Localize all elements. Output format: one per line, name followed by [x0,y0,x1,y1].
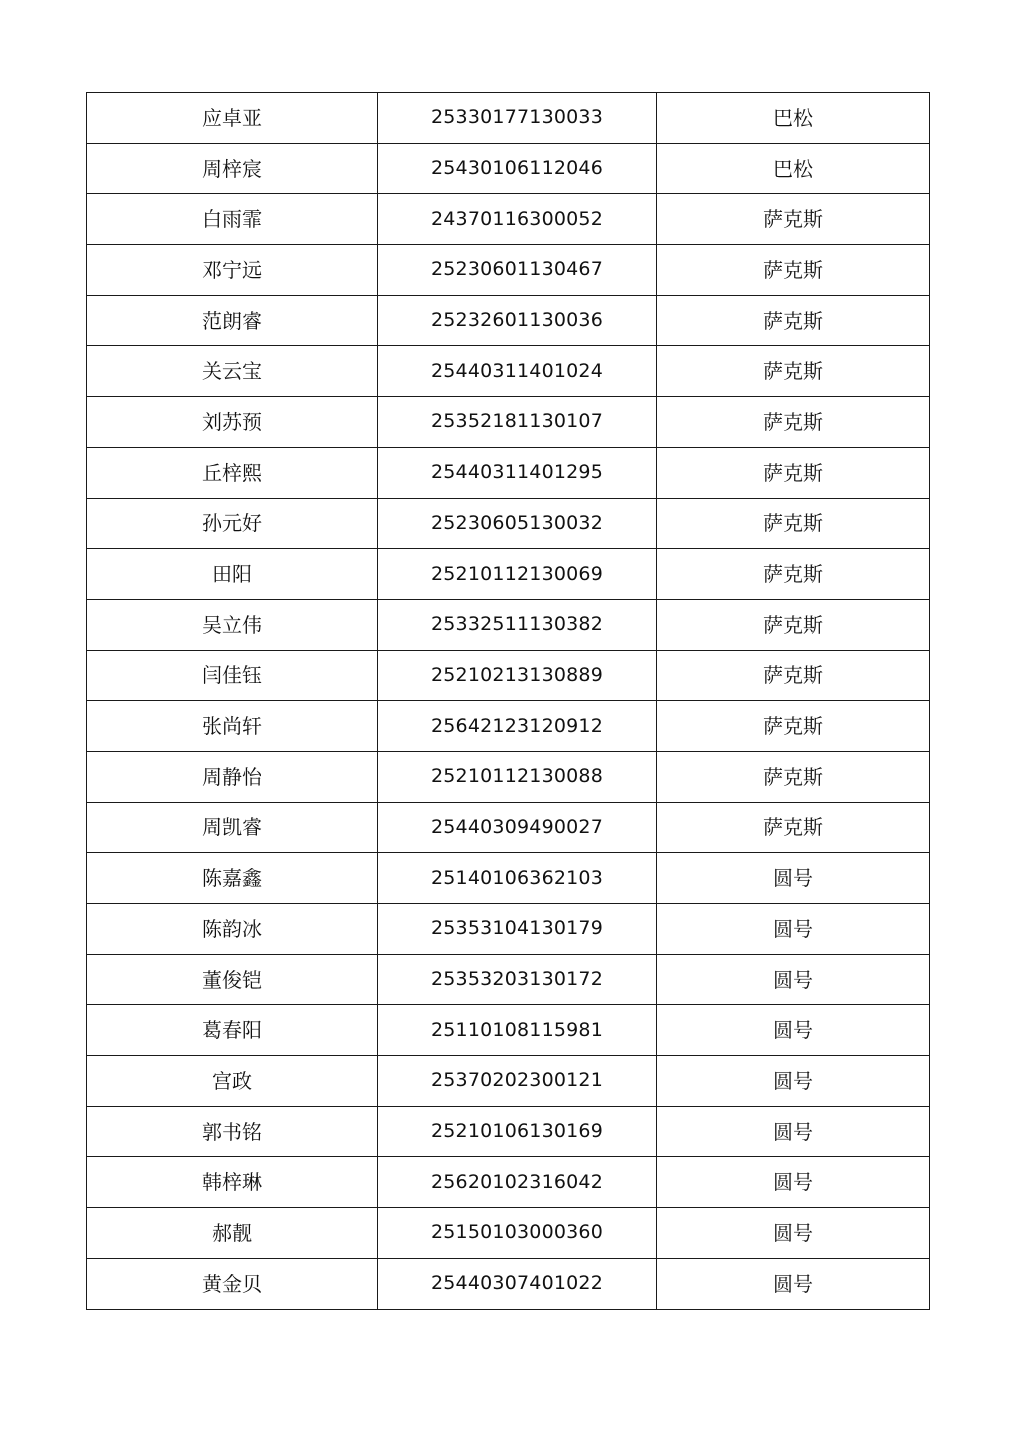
table-row [87,802,930,853]
table-row [87,1106,930,1157]
instrument-cell: 圆号 [657,1258,930,1309]
id-cell: 25440311401295 [378,447,657,498]
instrument-cell: 萨克斯 [657,701,930,752]
table-row [87,904,930,955]
table-row [87,346,930,397]
instrument-cell: 萨克斯 [657,295,930,346]
name-cell: 丘梓熙 [87,447,378,498]
id-cell: 25440311401024 [378,346,657,397]
id-cell: 25110108115981 [378,1005,657,1056]
instrument-cell: 巴松 [657,143,930,194]
name-cell: 范朗睿 [87,295,378,346]
name-cell: 刘苏预 [87,397,378,448]
name-cell: 张尚轩 [87,701,378,752]
table-row [87,397,930,448]
instrument-cell: 萨克斯 [657,245,930,296]
name-cell: 郝靓 [87,1208,378,1259]
instrument-cell: 圆号 [657,954,930,1005]
id-cell: 25430106112046 [378,143,657,194]
name-cell: 白雨霏 [87,194,378,245]
instrument-cell: 萨克斯 [657,397,930,448]
name-cell: 应卓亚 [87,93,378,144]
id-cell: 25232601130036 [378,295,657,346]
instrument-cell: 萨克斯 [657,447,930,498]
table-row [87,650,930,701]
instrument-cell: 萨克斯 [657,599,930,650]
table-row [87,954,930,1005]
instrument-cell: 萨克斯 [657,751,930,802]
id-cell: 25353104130179 [378,904,657,955]
instrument-cell: 萨克斯 [657,194,930,245]
instrument-cell: 萨克斯 [657,346,930,397]
id-cell: 25210106130169 [378,1106,657,1157]
instrument-cell: 圆号 [657,904,930,955]
name-cell: 周凯睿 [87,802,378,853]
table-row [87,143,930,194]
table-row [87,751,930,802]
table-row [87,1056,930,1107]
id-cell: 25210112130088 [378,751,657,802]
instrument-cell: 圆号 [657,1056,930,1107]
id-cell: 25330177130033 [378,93,657,144]
table-row [87,599,930,650]
id-cell: 25150103000360 [378,1208,657,1259]
name-cell: 周梓宸 [87,143,378,194]
table-row [87,447,930,498]
name-cell: 吴立伟 [87,599,378,650]
name-cell: 郭书铭 [87,1106,378,1157]
id-cell: 25440309490027 [378,802,657,853]
name-cell: 葛春阳 [87,1005,378,1056]
table-row [87,93,930,144]
instrument-cell: 圆号 [657,1157,930,1208]
id-cell: 25230605130032 [378,498,657,549]
id-cell: 25210213130889 [378,650,657,701]
id-cell: 25370202300121 [378,1056,657,1107]
id-cell: 25230601130467 [378,245,657,296]
name-cell: 田阳 [87,549,378,600]
id-cell: 25140106362103 [378,853,657,904]
table-row [87,549,930,600]
instrument-cell: 萨克斯 [657,802,930,853]
name-cell: 邓宁远 [87,245,378,296]
id-cell: 25352181130107 [378,397,657,448]
instrument-cell: 圆号 [657,853,930,904]
id-cell: 25353203130172 [378,954,657,1005]
roster-table [86,92,930,1310]
name-cell: 董俊铠 [87,954,378,1005]
table-row [87,1157,930,1208]
table-row [87,498,930,549]
name-cell: 黄金贝 [87,1258,378,1309]
id-cell: 24370116300052 [378,194,657,245]
table-row [87,1005,930,1056]
name-cell: 陈嘉鑫 [87,853,378,904]
table-row [87,701,930,752]
instrument-cell: 巴松 [657,93,930,144]
table-row [87,853,930,904]
table-row [87,194,930,245]
table-row [87,245,930,296]
id-cell: 25332511130382 [378,599,657,650]
name-cell: 闫佳钰 [87,650,378,701]
instrument-cell: 圆号 [657,1106,930,1157]
instrument-cell: 萨克斯 [657,650,930,701]
name-cell: 关云宝 [87,346,378,397]
id-cell: 25642123120912 [378,701,657,752]
table-row [87,1258,930,1309]
name-cell: 周静怡 [87,751,378,802]
id-cell: 25620102316042 [378,1157,657,1208]
instrument-cell: 圆号 [657,1005,930,1056]
name-cell: 韩梓琳 [87,1157,378,1208]
instrument-cell: 萨克斯 [657,549,930,600]
name-cell: 陈韵冰 [87,904,378,955]
roster-table-body [87,93,930,1310]
instrument-cell: 圆号 [657,1208,930,1259]
id-cell: 25210112130069 [378,549,657,600]
name-cell: 宫政 [87,1056,378,1107]
instrument-cell: 萨克斯 [657,498,930,549]
table-row [87,1208,930,1259]
name-cell: 孙元好 [87,498,378,549]
id-cell: 25440307401022 [378,1258,657,1309]
table-row [87,295,930,346]
